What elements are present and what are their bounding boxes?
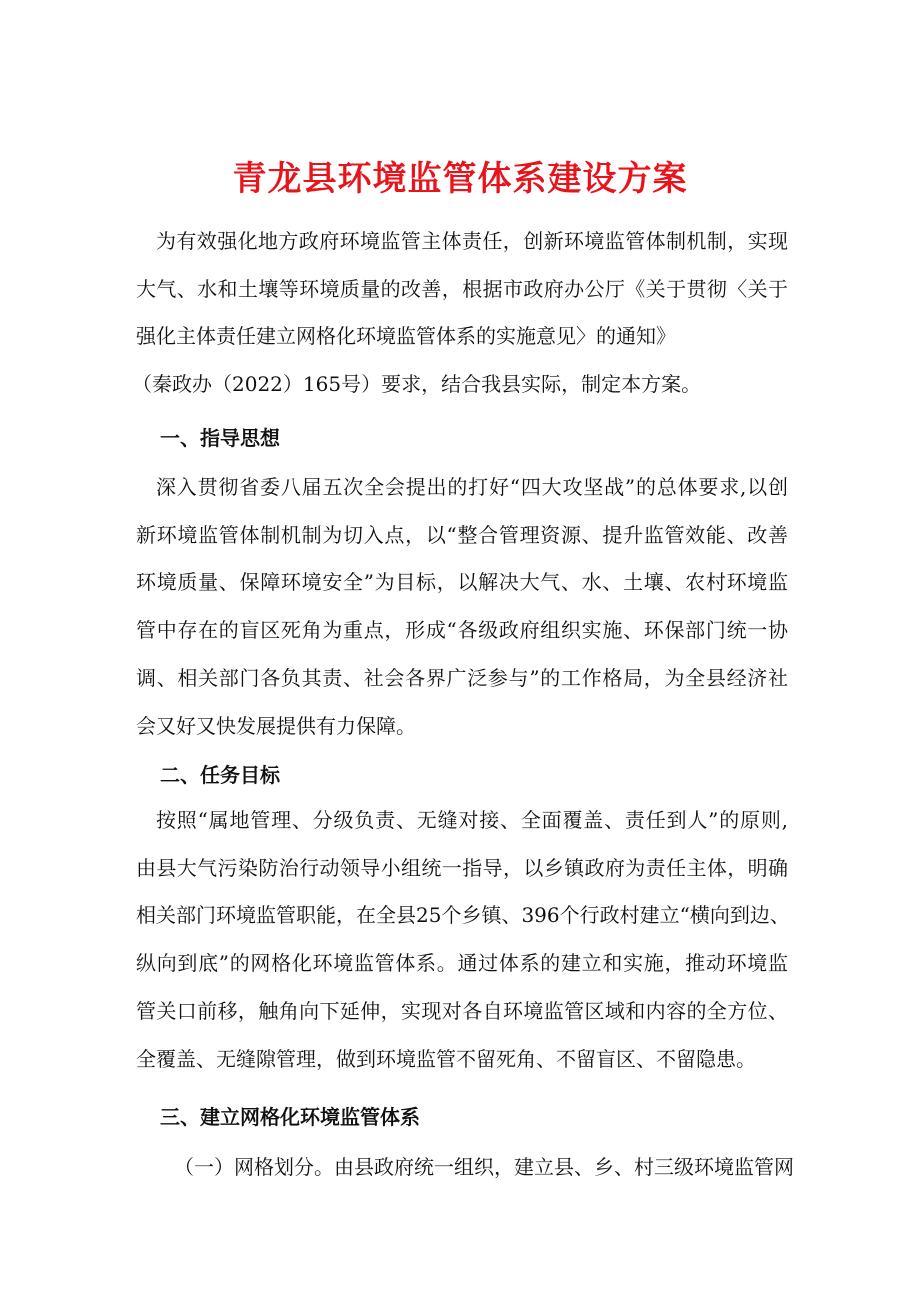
section-1-paragraph bbox=[136, 464, 788, 750]
section-3-line-1: （一）网格划分。由县政府统一组织，建立县、乡、村三级环境监管网 bbox=[174, 1155, 794, 1179]
section-2-line-1: 按照“属地管理、分级负责、无缝对接、全面覆盖、责任到人”的原则, bbox=[156, 808, 788, 832]
section-heading-3: 三、建立网格化环境监管体系 bbox=[160, 1105, 420, 1129]
section-2-line-2: 由县大气污染防治行动领导小组统一指导，以乡镇政府为责任主体，明确 bbox=[136, 855, 788, 880]
section-1-line-1: 深入贯彻省委八届五次全会提出的打好“四大攻坚战”的总体要求,以创 bbox=[156, 475, 788, 499]
section-2-line-3: 相关部门环境监管职能，在全县25个乡镇、396个行政村建立“横向到边、 bbox=[136, 903, 790, 928]
section-1-line-6: 会又好又快发展提供有力保障。 bbox=[136, 713, 416, 738]
section-2-line-4: 纵向到底”的网格化环境监管体系。通过体系的建立和实施，推动环境监 bbox=[136, 951, 788, 976]
section-heading-1: 一、指导思想 bbox=[160, 426, 280, 450]
section-2-line-6: 全覆盖、无缝隙管理，做到环境监管不留死角、不留盲区、不留隐患。 bbox=[136, 1046, 756, 1071]
intro-paragraph bbox=[132, 218, 788, 409]
section-1-line-2: 新环境监管体制机制为切入点，以“整合管理资源、提升监管效能、改善 bbox=[136, 522, 788, 547]
section-3-paragraph bbox=[136, 1144, 794, 1192]
intro-line-1: 为有效强化地方政府环境监管主体责任，创新环境监管体制机制，实现 bbox=[156, 229, 788, 253]
section-1-line-4: 管中存在的盲区死角为重点，形成“各级政府组织实施、环保部门统一协 bbox=[136, 618, 788, 643]
intro-line-4: （秦政办（2022）165号）要求，结合我县实际，制定本方案。 bbox=[132, 372, 702, 397]
intro-line-2: 大气、水和土壤等环境质量的改善，根据市政府办公厅《关于贯彻〈关于 bbox=[136, 276, 788, 301]
intro-line-3: 强化主体责任建立网格化环境监管体系的实施意见〉的通知》 bbox=[136, 324, 676, 349]
document-title: 青龙县环境监管体系建设方案 bbox=[232, 158, 688, 199]
section-2-line-5: 管关口前移，触角向下延伸，实现对各自环境监管区域和内容的全方位、 bbox=[136, 998, 788, 1023]
section-1-line-3: 环境质量、保障环境安全”为目标，以解决大气、水、土壤、农村环境监 bbox=[136, 570, 788, 595]
section-2-paragraph bbox=[136, 797, 788, 1083]
section-1-line-5: 调、相关部门各负其责、社会各界广泛参与”的工作格局，为全县经济社 bbox=[136, 665, 788, 690]
section-heading-2: 二、任务目标 bbox=[160, 763, 280, 787]
